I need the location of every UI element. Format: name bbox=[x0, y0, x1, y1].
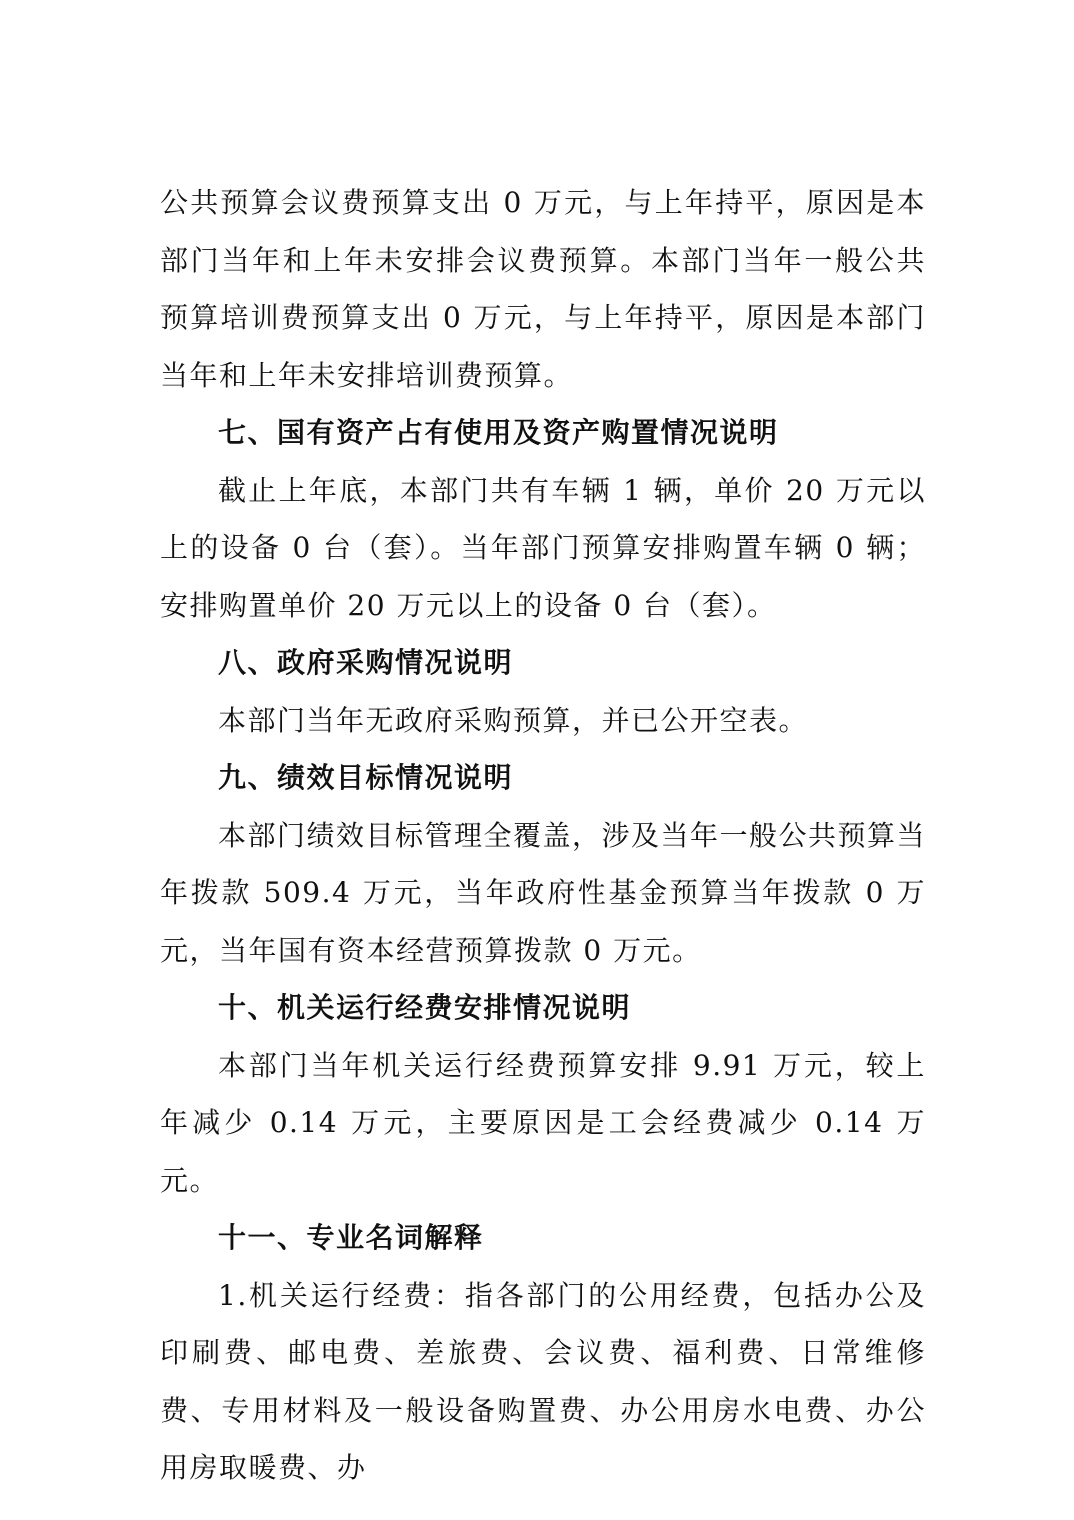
paragraph-government-procurement: 本部门当年无政府采购预算，并已公开空表。 bbox=[218, 703, 809, 737]
heading-government-procurement: 八、政府采购情况说明 bbox=[218, 646, 514, 679]
paragraph-performance-goals: 本部门绩效目标管理全覆盖，涉及当年一般公共预算当年拨款 509.4 万元，当年政府性基金预算当年拨款 0 万元，当年国有资本经营预算拨款 0 万元。 bbox=[160, 818, 927, 967]
paragraph-state-assets: 截止上年底，本部门共有车辆 1 辆，单价 20 万元以上的设备 0 台（套）。当年部门预算安排购置车辆 0 辆；安排购置单价 20 万元以上的设备 0 台（套）。 bbox=[160, 473, 926, 622]
heading-performance-goals: 九、绩效目标情况说明 bbox=[218, 761, 514, 794]
paragraph-meeting-training-fees: 公共预算会议费预算支出 0 万元，与上年持平，原因是本部门当年和上年未安排会议费预算。本部门当年一般公共预算培训费预算支出 0 万元，与上年持平，原因是本部门当年和上年未安排培训费预算。 bbox=[160, 186, 926, 392]
document-page bbox=[160, 174, 926, 1497]
heading-operating-expenses: 十、机关运行经费安排情况说明 bbox=[218, 991, 632, 1024]
paragraph-operating-expenses: 本部门当年机关运行经费预算安排 9.91 万元，较上年减少 0.14 万元，主要原因是工会经费减少 0.14 万元。 bbox=[160, 1048, 926, 1197]
heading-state-assets: 七、国有资产占有使用及资产购置情况说明 bbox=[218, 416, 779, 449]
heading-terminology: 十一、专业名词解释 bbox=[218, 1221, 484, 1254]
paragraph-terminology-1: 1.机关运行经费：指各部门的公用经费，包括办公及印刷费、邮电费、差旅费、会议费、福利费、日常维修费、专用材料及一般设备购置费、办公用房水电费、办公用房取暖费、办 bbox=[160, 1278, 926, 1484]
